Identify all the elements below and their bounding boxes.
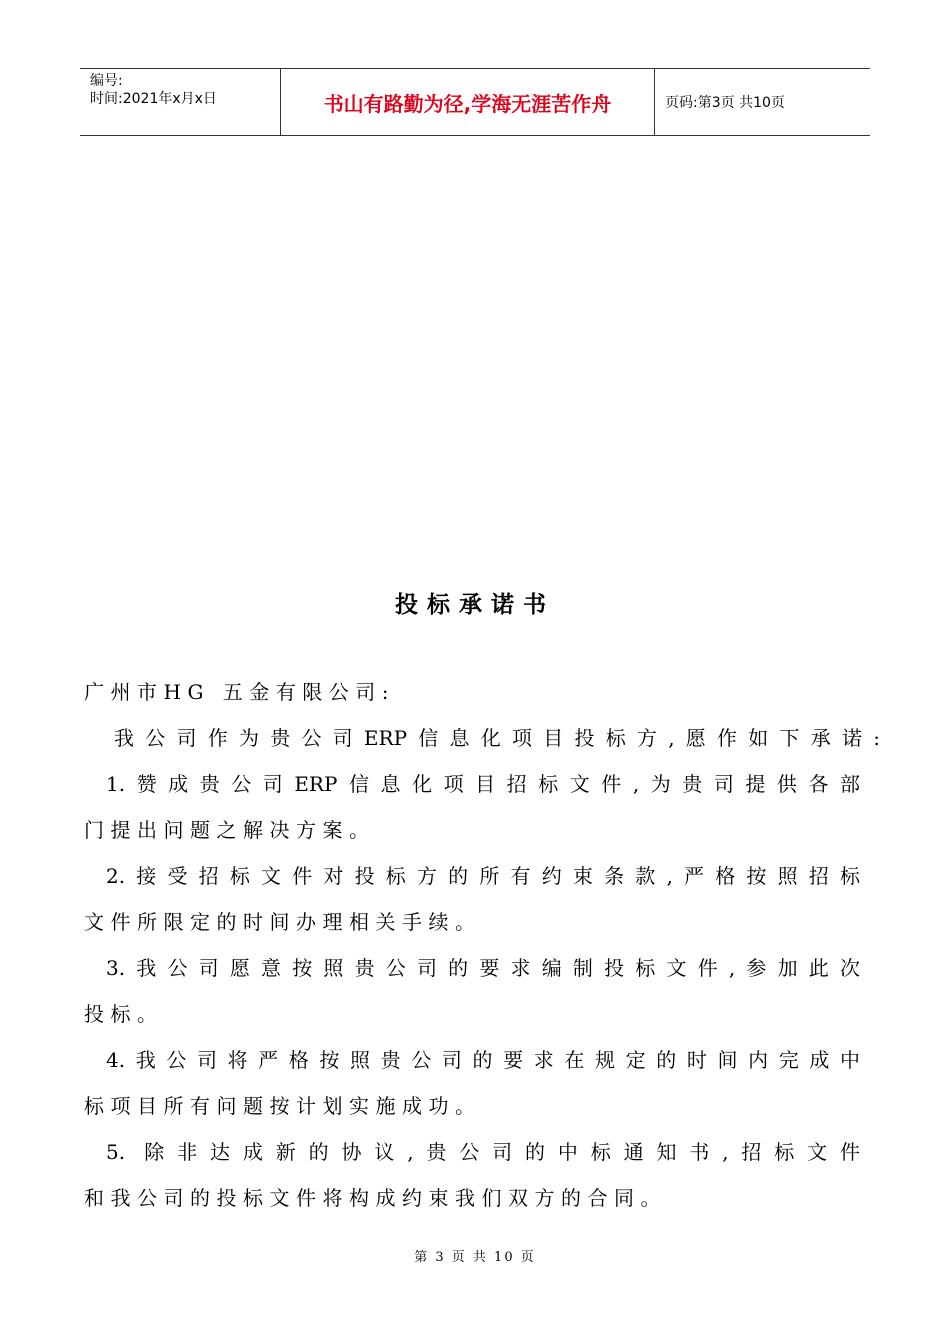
body-line: 和我公司的投标文件将构成约束我们双方的合同。	[84, 1186, 667, 1210]
header-info-cell	[80, 69, 281, 135]
body-line: 3.我公司愿意按照贵公司的要求编制投标文件,参加此次	[106, 956, 860, 980]
salutation-line: 广州市HG 五金有限公司:	[84, 680, 396, 704]
document-title: 投标承诺书	[395, 592, 555, 618]
page-footer: 第 3 页 共 10 页	[414, 1250, 536, 1265]
body-line: 2.接受招标文件对投标方的所有约束条款,严格按照招标	[106, 864, 860, 888]
body-line: 投标。	[84, 1002, 164, 1026]
header-motto: 书山有路勤为径,学海无涯苦作舟	[281, 69, 655, 135]
header-page-label: 页码:第3页 共10页	[665, 95, 785, 111]
body-line: 我公司作为贵公司ERP信息化项目投标方,愿作如下承诺:	[114, 726, 880, 750]
body-line: 5. 除非达成新的协议,贵公司的中标通知书,招标文件	[106, 1140, 860, 1164]
body-line: 门提出问题之解决方案。	[84, 818, 376, 842]
page-header	[80, 68, 870, 136]
document-time-label: 时间:2021年x月x日	[90, 91, 217, 107]
document-number-label: 编号:	[90, 73, 123, 89]
body-line: 4.我公司将严格按照贵公司的要求在规定的时间内完成中	[106, 1048, 860, 1072]
body-line: 标项目所有问题按计划实施成功。	[84, 1094, 482, 1118]
body-line: 文件所限定的时间办理相关手续。	[84, 910, 482, 934]
body-line: 1.赞成贵公司ERP信息化项目招标文件,为贵司提供各部	[106, 772, 860, 796]
